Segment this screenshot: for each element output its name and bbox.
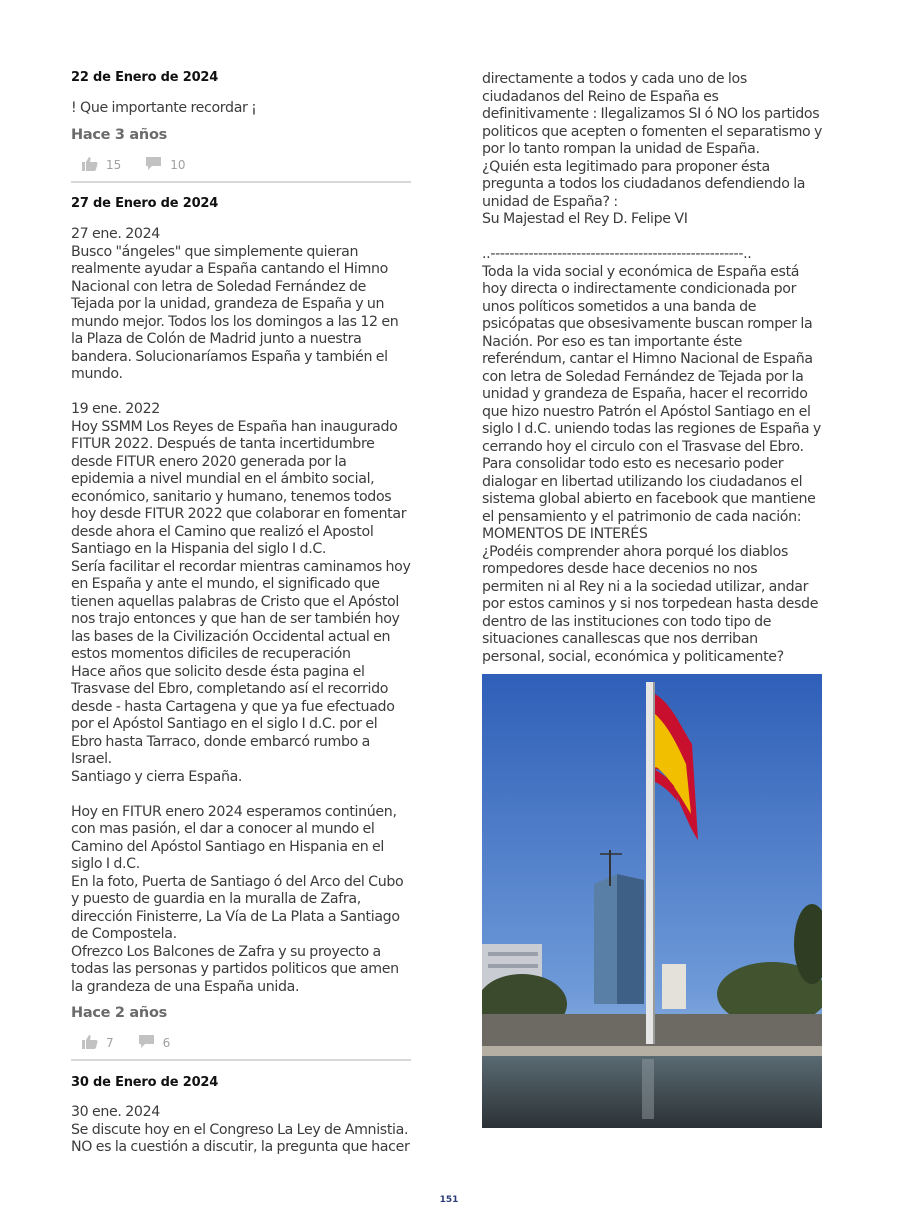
- comment-icon[interactable]: [138, 1034, 155, 1052]
- page-number: 151: [439, 1195, 459, 1205]
- post-date: 27 de Enero de 2024: [71, 196, 219, 211]
- post-divider: [71, 1059, 411, 1061]
- post-text: 27 ene. 2024 Busco "ángeles" que simplemente quieran realmente ayudar a España cantando el Himno Nacional con letra de Soledad Fernández de Tejada por la unidad, grandeza de España y un mundo mejor. Todos los los domingos a las 12 en la Plaza de Colón de Madrid junto a nuestra bandera. Solucionaríamos España y también el mundo. 19 ene. 2022 Hoy SSMM Los Reyes de España han inaugurado FITUR 2022. Después de tanta incertidumbre desde FITUR enero 2020 generada por la epidemia a nivel mundial en el ámbito social, económico, sanitario y humano, tenemos todos hoy desde FITUR 2022 que colaborar en fomentar desde ahora el Camino que realizó el Apostol Santiago en la Hispania del siglo I d.C. Sería facilitar el recordar mientras caminamos hoy en España y ante el mundo, el significado que tienen aquellas palabras de Cristo que el Apóstol nos trajo entonces y que han de ser también hoy las bases de la Civilización Occidental actual en estos momentos dificiles de recuperación Hace años que solicito desde ésta pagina el Trasvase del Ebro, completando así el recorrido desde - hasta Cartagena y que ya fue efectuado por el Apóstol Santiago en el siglo I d.C. por el Ebro hasta Tarraco, donde embarcó rumbo a Israel. Santiago y cierra España. Hoy en FITUR enero 2024 esperamos continúen, con mas pasión, el dar a conocer al mundo el Camino del Apóstol Santiago en Hispania en el siglo I d.C. En la foto, Puerta de Santiago ó del Arco del Cubo y puesto de guardia en la muralla de Zafra, dirección Finisterre, La Vía de La Plata a Santiago de Compostela. Ofrezco Los Balcones de Zafra y su proyecto a todas las personas y partidos politicos que amen la grandeza de una España unida.: [71, 226, 411, 995]
- post-time-ago: Hace 3 años: [71, 127, 167, 143]
- comment-icon[interactable]: [145, 156, 162, 174]
- post-text: ! Que importante recordar ¡: [71, 100, 257, 116]
- post-date: 22 de Enero de 2024: [71, 70, 219, 85]
- post-stats: [81, 1034, 194, 1052]
- like-icon[interactable]: [81, 1034, 98, 1052]
- post-divider: [71, 181, 411, 183]
- post-text-continued: directamente a todos y cada uno de los ciudadanos del Reino de España es definitivamente : Ilegalizamos SI ó NO los partidos politicos que acepten o fomenten el separatismo y por lo tanto rompan la unidad de España. ¿Quién esta legitimado para proponer ésta pregunta a todos los ciudadanos defendiendo la unidad de España? : Su Majestad el Rey D. Felipe VI ..-----------------------------------------------------.. Toda la vida social y económica de España está hoy directa o indirectamente condicionada por unos políticos sometidos a una banda de psicópatas que obsesivamente buscan romper la Nación. Por eso es tan importante éste referéndum, cantar el Himno Nacional de España con letra de Soledad Fernández de Tejada por la unidad y grandeza de España, hacer el recorrido que hizo nuestro Patrón el Apóstol Santiago en el siglo I d.C. uniendo todas las regiones de España y cerrando hoy el circulo con el Trasvase del Ebro. Para consolidar todo esto es necesario poder dialogar en libertad utilizando los ciudadanos el sistema global abierto en facebook que mantiene el pensamiento y el patrimonio de cada nación: MOMENTOS DE INTERÉS ¿Podéis comprender ahora porqué los diablos rompedores desde hace decenios no nos permiten ni al Rey ni a la sociedad utilizar, andar por estos caminos y si nos torpedean hasta desde dentro de las instituciones con todo tipo de situaciones canallescas que nos derriban personal, social, económica y politicamente?: [482, 71, 823, 665]
- like-icon[interactable]: [81, 156, 98, 174]
- post-text: 30 ene. 2024 Se discute hoy en el Congreso La Ley de Amnistia. NO es la cuestión a discutir, la pregunta que hacer: [71, 1104, 410, 1155]
- comment-count: 6: [162, 1036, 171, 1050]
- comment-count: 10: [170, 158, 186, 172]
- like-count: 7: [106, 1036, 114, 1050]
- flag-photo: [482, 674, 822, 1128]
- post-time-ago: Hace 2 años: [71, 1005, 167, 1021]
- post-date: 30 de Enero de 2024: [71, 1075, 219, 1090]
- like-count: 15: [106, 158, 122, 172]
- flag-photo-illustration: [482, 674, 822, 1128]
- post-stats: [81, 156, 210, 174]
